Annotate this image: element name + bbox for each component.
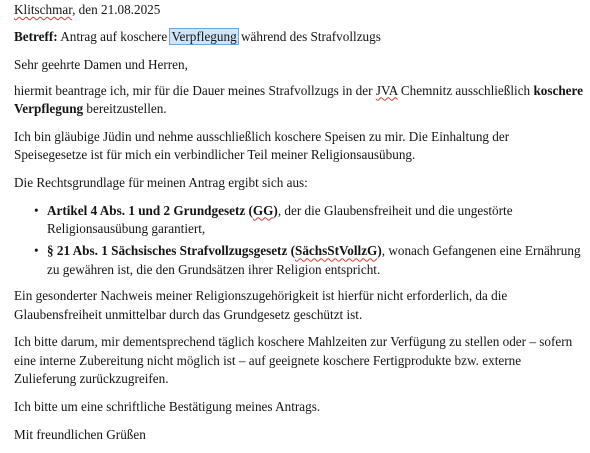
selected-word[interactable]: Verpflegung [171,28,237,44]
jva-abbreviation: JVA [375,82,398,98]
paragraph-meals: Ich bitte darum, mir dementsprechend täglich koschere Mahlzeiten zur Verfügung zu stellen oder – sofern eine interne Zubereitung nicht möglich ist – auf geeignete koschere Fertigprodukte bzw. externe Zulieferung zurückzugreifen. [14,334,573,387]
paragraph-confirmation: Ich bitte um eine schriftliche Bestätigung meines Antrags. [14,398,321,414]
list-item-bold-close: ) [273,202,278,218]
paragraph-request-text-a: hiermit beantrage ich, mir für die Dauer meines Strafvollzugs in der [14,82,376,98]
list-item-bold [47,243,382,258]
subject-line [14,28,584,46]
paragraph-faith: Ich bin gläubige Jüdin und nehme ausschließlich koschere Speisen zu mir. Die Einhaltung der Speisegesetze ist für mich ein verbindlicher Teil meiner Religionsausübung. [14,128,510,163]
subject-text-post: während des Strafvollzugs [237,28,381,44]
paragraph-request-text-b: Chemnitz ausschließlich [397,82,534,98]
list-item [14,202,584,239]
list-item-text: , der die Glaubensfreiheit und die ungestörte Religionsausübung garantiert, [47,202,513,237]
paragraph-no-proof: Ein gesonderter Nachweis meiner Religionszugehörigkeit ist hierfür nicht erforderlich, da die Glaubensfreiheit unmittelbar durch das Grundgesetz geschützt ist. [14,288,508,322]
legal-basis-list [14,202,584,280]
list-item [14,242,584,279]
salutation: Sehr geehrte Damen und Herren, [14,56,188,72]
bullet-icon: • [34,202,39,218]
date-text: , den 21.08.2025 [72,2,161,17]
paragraph-legal-basis: Die Rechtsgrundlage für meinen Antrag ergibt sich aus: [14,174,308,190]
list-item-bold [47,203,278,218]
place-name: Klitschmar [14,2,73,17]
bullet-icon: • [34,243,39,259]
kosher-food-emphasis: koschere Verpflegung [14,82,584,117]
document-page[interactable] [14,1,584,453]
list-item-text: , wonach Gefangenen eine Ernährung zu gewähren ist, die den Grundsätzen ihrer Religion entspricht. [47,243,581,277]
paragraph-request-text-c: bereitzustellen. [83,101,167,117]
closing: Mit freundlichen Grüßen [14,426,146,442]
gg-abbreviation: GG [252,202,274,218]
list-item-bold-text: § 21 Abs. 1 Sächsisches Strafvollzugsgesetz ( [47,243,295,259]
subject-label: Betreff: [14,28,58,44]
paragraph-request [14,82,584,119]
subject-text-pre: Antrag auf koschere [57,28,171,44]
date-line [14,1,584,19]
saechsstvollzg-abbreviation: SächsStVollzG [295,243,378,259]
list-item-bold-text: Artikel 4 Abs. 1 und 2 Grundgesetz ( [47,202,253,218]
list-item-bold-close: ) [377,243,382,259]
